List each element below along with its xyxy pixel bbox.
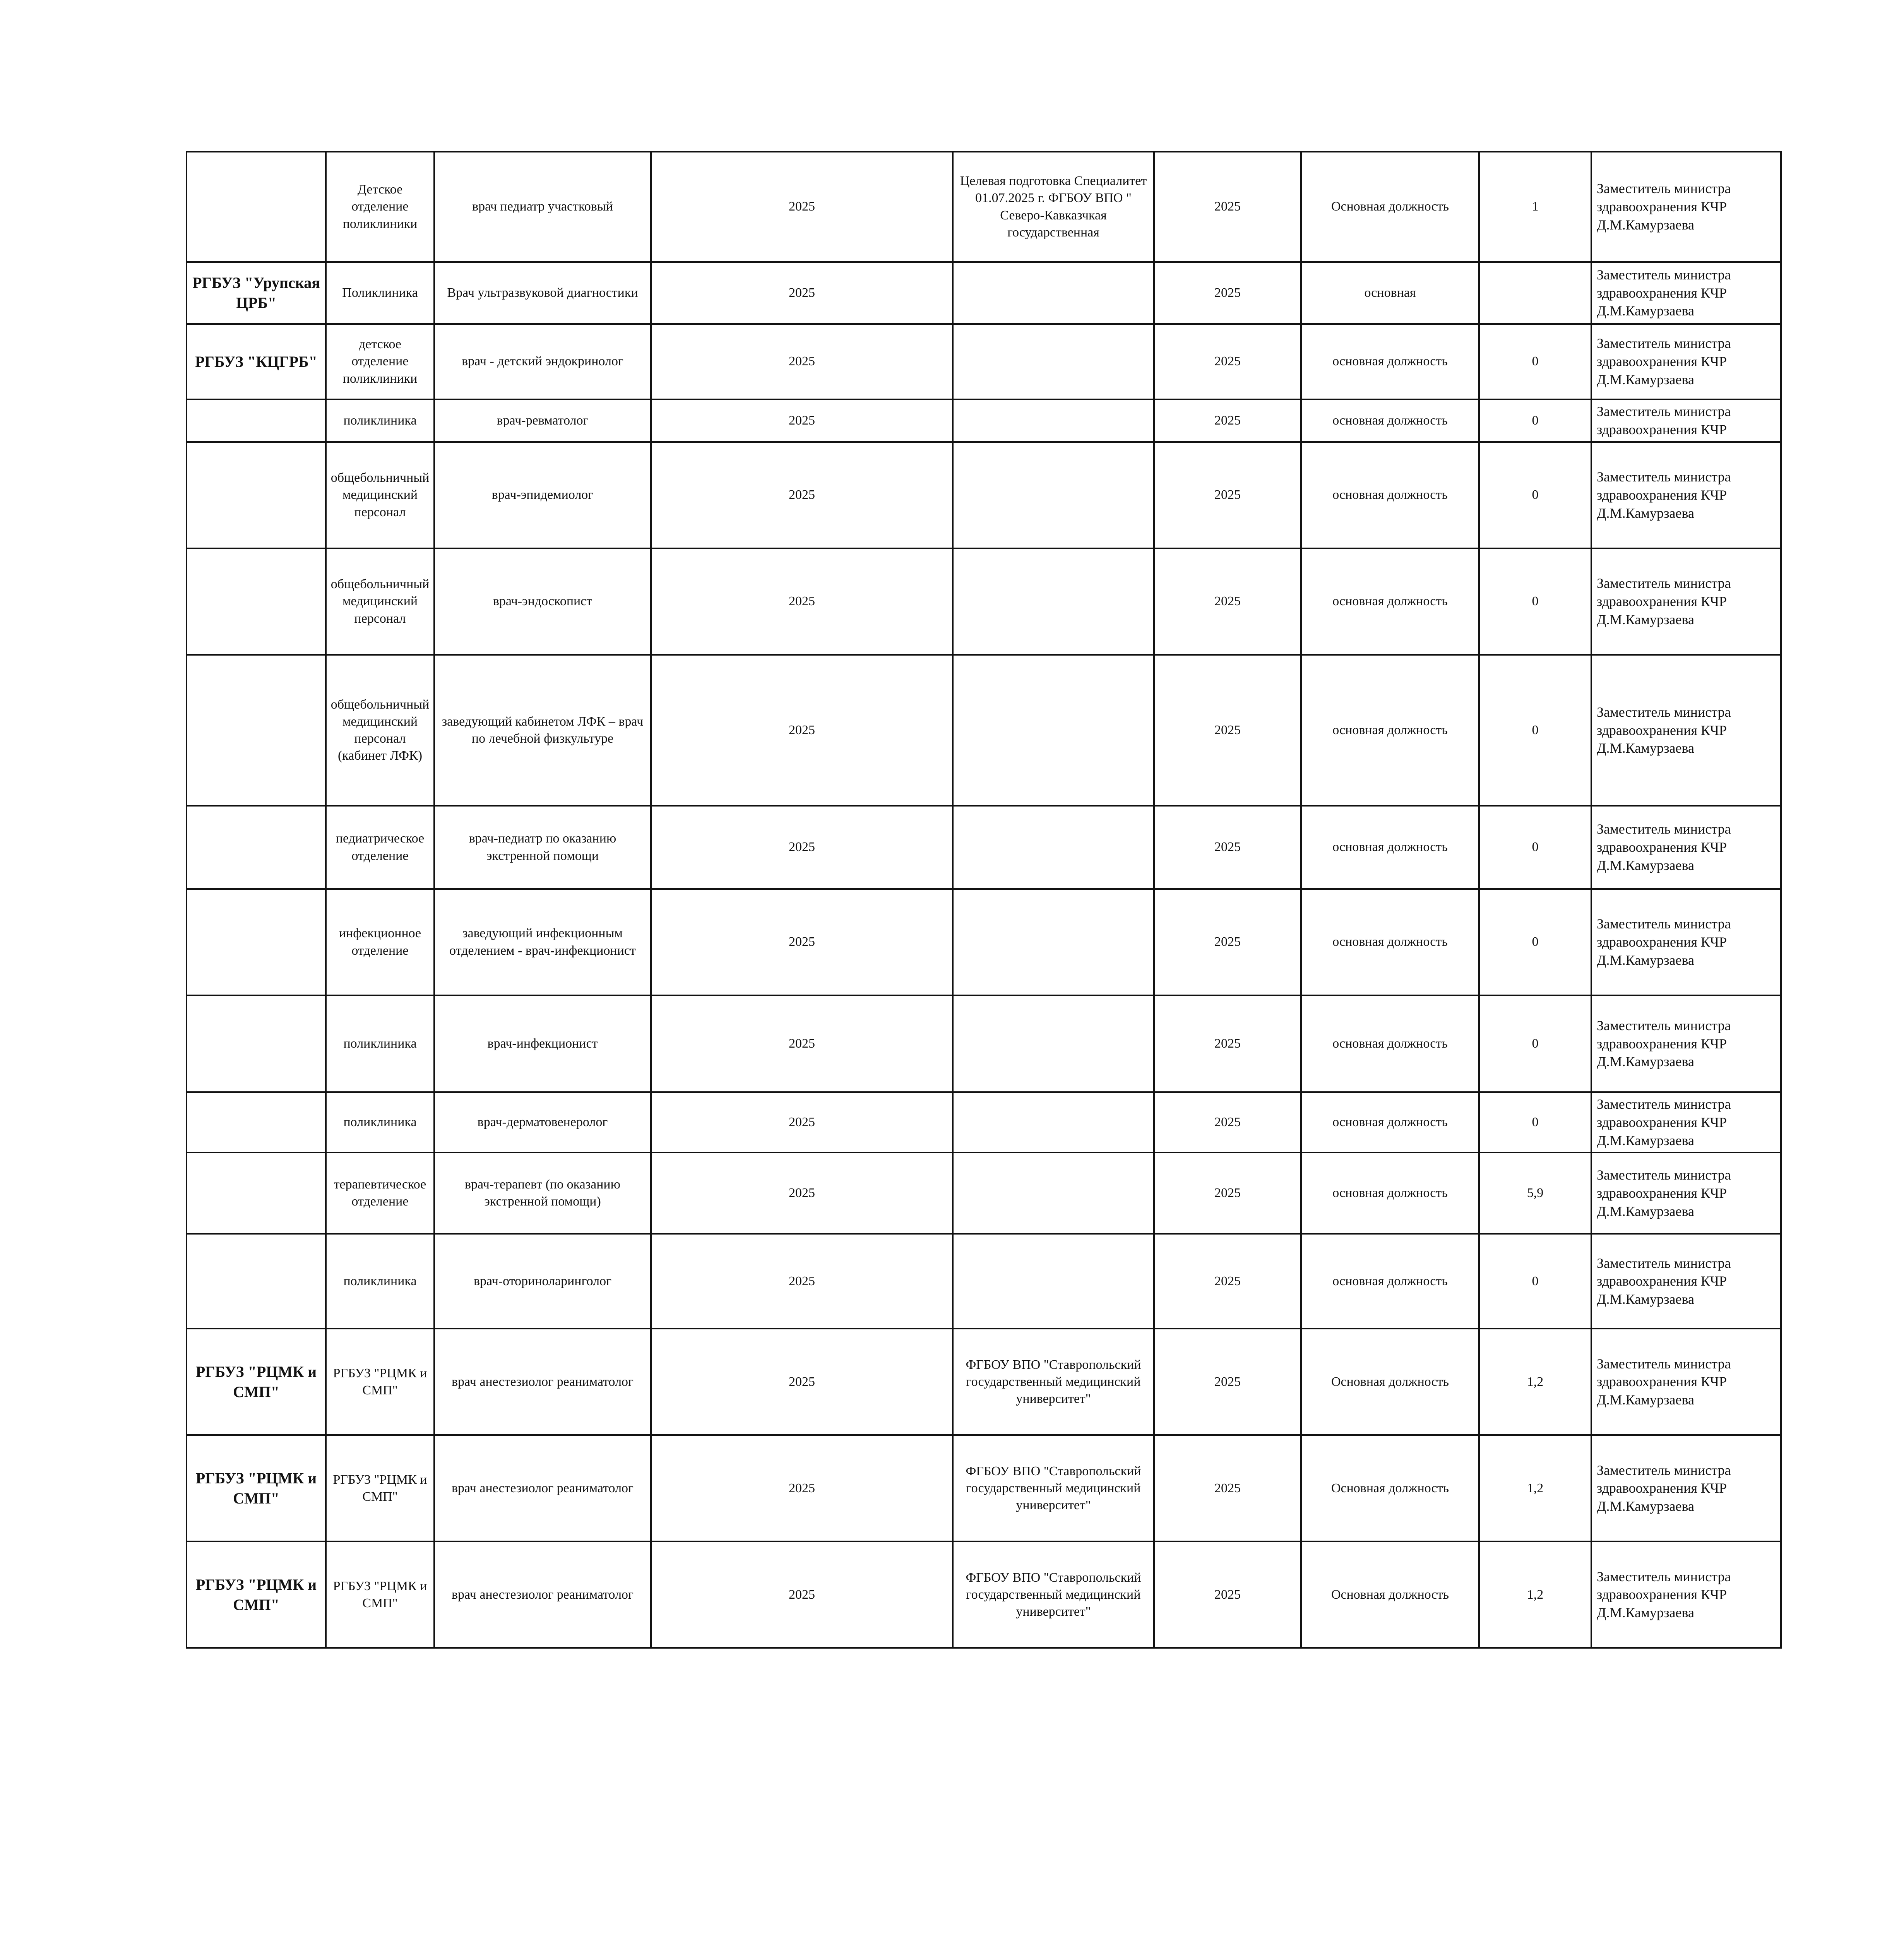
position-type-cell: основная должность — [1301, 1234, 1479, 1329]
org-cell: РГБУЗ "РЦМК и СМП" — [187, 1329, 326, 1435]
position-type-cell: основная должность — [1301, 889, 1479, 995]
approver-line: здравоохранения КЧР — [1597, 1587, 1727, 1603]
position-cell: Врач ультразвуковой диагностики — [434, 262, 651, 324]
start-year-cell: 2025 — [1154, 1541, 1301, 1648]
approver-line: здравоохранения КЧР — [1597, 1480, 1727, 1496]
approver-line: здравоохранения КЧР — [1597, 1114, 1727, 1130]
start-year-cell: 2025 — [1154, 655, 1301, 806]
start-year-cell: 2025 — [1154, 152, 1301, 262]
approver-line: здравоохранения КЧР — [1597, 422, 1727, 437]
approver-line: Заместитель министра — [1597, 1096, 1731, 1112]
start-year-cell: 2025 — [1154, 806, 1301, 889]
approver-cell — [1591, 995, 1781, 1092]
year-cell: 2025 — [651, 806, 953, 889]
position-cell: заведующий инфекционным отделением - врач-инфекционист — [434, 889, 651, 995]
position-type-cell: Основная должность — [1301, 152, 1479, 262]
rate-cell: 0 — [1479, 442, 1591, 548]
org-cell — [187, 995, 326, 1092]
training-cell — [953, 1152, 1154, 1234]
table-row — [187, 1152, 1781, 1234]
approver-cell — [1591, 1435, 1781, 1541]
org-cell — [187, 655, 326, 806]
table-row — [187, 324, 1781, 399]
table-row — [187, 806, 1781, 889]
position-cell: врач-инфекционист — [434, 995, 651, 1092]
approver-cell — [1591, 1092, 1781, 1152]
department-cell: поликлиника — [326, 995, 434, 1092]
position-type-cell: основная должность — [1301, 655, 1479, 806]
approver-line: Заместитель министра — [1597, 181, 1731, 197]
year-cell: 2025 — [651, 399, 953, 442]
year-cell: 2025 — [651, 1435, 953, 1541]
org-cell — [187, 806, 326, 889]
start-year-cell: 2025 — [1154, 324, 1301, 399]
start-year-cell: 2025 — [1154, 1329, 1301, 1435]
start-year-cell: 2025 — [1154, 262, 1301, 324]
department-cell: поликлиника — [326, 1092, 434, 1152]
department-cell: поликлиника — [326, 399, 434, 442]
rate-cell: 0 — [1479, 889, 1591, 995]
position-type-cell: основная — [1301, 262, 1479, 324]
org-cell — [187, 152, 326, 262]
approver-cell — [1591, 806, 1781, 889]
position-type-cell: основная должность — [1301, 806, 1479, 889]
approver-line: здравоохранения КЧР — [1597, 934, 1727, 950]
department-cell: терапевтическое отделение — [326, 1152, 434, 1234]
year-cell: 2025 — [651, 152, 953, 262]
department-cell: педиатрическое отделение — [326, 806, 434, 889]
year-cell: 2025 — [651, 1152, 953, 1234]
department-cell: общебольничный медицинский персонал (кабинет ЛФК) — [326, 655, 434, 806]
approver-line: Заместитель министра — [1597, 704, 1731, 720]
approver-line: Д.М.Камурзаева — [1597, 303, 1694, 319]
training-cell: ФГБОУ ВПО "Ставропольский государственный медицинский университет" — [953, 1329, 1154, 1435]
position-cell: врач-оториноларинголог — [434, 1234, 651, 1329]
rate-cell: 0 — [1479, 995, 1591, 1092]
rate-cell: 5,9 — [1479, 1152, 1591, 1234]
org-cell — [187, 889, 326, 995]
year-cell: 2025 — [651, 1234, 953, 1329]
position-type-cell: основная должность — [1301, 995, 1479, 1092]
org-cell — [187, 1152, 326, 1234]
approver-line: Д.М.Камурзаева — [1597, 1203, 1694, 1219]
rate-cell: 0 — [1479, 806, 1591, 889]
training-cell — [953, 324, 1154, 399]
position-type-cell: Основная должность — [1301, 1435, 1479, 1541]
approver-cell — [1591, 1152, 1781, 1234]
start-year-cell: 2025 — [1154, 995, 1301, 1092]
approver-line: здравоохранения КЧР — [1597, 1273, 1727, 1289]
department-cell: детское отделение поликлиники — [326, 324, 434, 399]
approver-line: Заместитель министра — [1597, 1356, 1731, 1372]
position-cell: заведующий кабинетом ЛФК – врач по лечебной физкультуре — [434, 655, 651, 806]
table-row — [187, 655, 1781, 806]
position-cell: врач-эндоскопист — [434, 548, 651, 655]
start-year-cell: 2025 — [1154, 889, 1301, 995]
approver-line: Заместитель министра — [1597, 916, 1731, 932]
position-cell: врач - детский эндокринолог — [434, 324, 651, 399]
approver-line: здравоохранения КЧР — [1597, 285, 1727, 301]
approver-cell — [1591, 548, 1781, 655]
department-cell: инфекционное отделение — [326, 889, 434, 995]
rate-cell: 1,2 — [1479, 1541, 1591, 1648]
training-cell: ФГБОУ ВПО "Ставропольский государственный медицинский университет" — [953, 1541, 1154, 1648]
approver-line: здравоохранения КЧР — [1597, 354, 1727, 370]
position-cell: врач-эпидемиолог — [434, 442, 651, 548]
approver-line: Д.М.Камурзаева — [1597, 1132, 1694, 1148]
approver-line: Заместитель министра — [1597, 1462, 1731, 1478]
year-cell: 2025 — [651, 995, 953, 1092]
training-cell — [953, 548, 1154, 655]
approver-line: Заместитель министра — [1597, 1167, 1731, 1183]
start-year-cell: 2025 — [1154, 1435, 1301, 1541]
approver-line: Заместитель министра — [1597, 821, 1731, 837]
vacancy-table — [186, 151, 1782, 1649]
department-cell: Детское отделение поликлиники — [326, 152, 434, 262]
position-cell: врач педиатр участковый — [434, 152, 651, 262]
approver-cell — [1591, 889, 1781, 995]
approver-line: здравоохранения КЧР — [1597, 722, 1727, 738]
approver-line: Заместитель министра — [1597, 267, 1731, 283]
rate-cell — [1479, 262, 1591, 324]
approver-line: Заместитель министра — [1597, 1255, 1731, 1271]
approver-cell — [1591, 1234, 1781, 1329]
rate-cell: 0 — [1479, 655, 1591, 806]
approver-line: здравоохранения КЧР — [1597, 199, 1727, 215]
approver-line: Заместитель министра — [1597, 404, 1731, 420]
approver-cell — [1591, 152, 1781, 262]
year-cell: 2025 — [651, 1541, 953, 1648]
position-cell: врач анестезиолог реаниматолог — [434, 1329, 651, 1435]
department-cell: РГБУЗ "РЦМК и СМП" — [326, 1541, 434, 1648]
table-row — [187, 1541, 1781, 1648]
position-type-cell: Основная должность — [1301, 1541, 1479, 1648]
training-cell — [953, 262, 1154, 324]
position-cell: врач-терапевт (по оказанию экстренной помощи) — [434, 1152, 651, 1234]
training-cell — [953, 1234, 1154, 1329]
table-row — [187, 1329, 1781, 1435]
position-cell: врач анестезиолог реаниматолог — [434, 1435, 651, 1541]
approver-line: Д.М.Камурзаева — [1597, 1054, 1694, 1070]
training-cell — [953, 655, 1154, 806]
approver-cell — [1591, 399, 1781, 442]
table-row — [187, 548, 1781, 655]
approver-line: Д.М.Камурзаева — [1597, 372, 1694, 387]
start-year-cell: 2025 — [1154, 548, 1301, 655]
approver-line: Д.М.Камурзаева — [1597, 1605, 1694, 1621]
year-cell: 2025 — [651, 1092, 953, 1152]
training-cell — [953, 995, 1154, 1092]
org-cell: РГБУЗ "КЦГРБ" — [187, 324, 326, 399]
table-row — [187, 1234, 1781, 1329]
approver-cell — [1591, 655, 1781, 806]
approver-line: Д.М.Камурзаева — [1597, 505, 1694, 521]
table-row — [187, 1092, 1781, 1152]
position-cell: врач-ревматолог — [434, 399, 651, 442]
start-year-cell: 2025 — [1154, 1152, 1301, 1234]
approver-cell — [1591, 1329, 1781, 1435]
table-row — [187, 1435, 1781, 1541]
org-cell — [187, 442, 326, 548]
rate-cell: 1 — [1479, 152, 1591, 262]
org-cell — [187, 1092, 326, 1152]
position-type-cell: основная должность — [1301, 1152, 1479, 1234]
approver-line: Заместитель министра — [1597, 575, 1731, 591]
approver-cell — [1591, 324, 1781, 399]
org-cell: РГБУЗ "РЦМК и СМП" — [187, 1541, 326, 1648]
approver-line: Д.М.Камурзаева — [1597, 857, 1694, 873]
year-cell: 2025 — [651, 442, 953, 548]
table-row — [187, 399, 1781, 442]
approver-line: здравоохранения КЧР — [1597, 487, 1727, 503]
position-type-cell: основная должность — [1301, 399, 1479, 442]
table-row — [187, 262, 1781, 324]
position-type-cell: основная должность — [1301, 548, 1479, 655]
training-cell — [953, 1092, 1154, 1152]
position-cell: врач-дерматовенеролог — [434, 1092, 651, 1152]
rate-cell: 0 — [1479, 548, 1591, 655]
department-cell: Поликлиника — [326, 262, 434, 324]
position-type-cell: основная должность — [1301, 442, 1479, 548]
approver-line: Заместитель министра — [1597, 336, 1731, 351]
rate-cell: 0 — [1479, 324, 1591, 399]
approver-line: Д.М.Камурзаева — [1597, 1392, 1694, 1408]
approver-line: здравоохранения КЧР — [1597, 1185, 1727, 1201]
approver-line: Заместитель министра — [1597, 1017, 1731, 1033]
approver-line: здравоохранения КЧР — [1597, 839, 1727, 855]
year-cell: 2025 — [651, 1329, 953, 1435]
approver-line: Д.М.Камурзаева — [1597, 1291, 1694, 1307]
approver-line: Д.М.Камурзаева — [1597, 611, 1694, 627]
start-year-cell: 2025 — [1154, 1234, 1301, 1329]
approver-line: Заместитель министра — [1597, 469, 1731, 485]
department-cell: общебольничный медицинский персонал — [326, 442, 434, 548]
year-cell: 2025 — [651, 548, 953, 655]
approver-line: Д.М.Камурзаева — [1597, 217, 1694, 233]
approver-line: здравоохранения КЧР — [1597, 594, 1727, 610]
table-row — [187, 889, 1781, 995]
org-cell — [187, 399, 326, 442]
year-cell: 2025 — [651, 324, 953, 399]
department-cell: РГБУЗ "РЦМК и СМП" — [326, 1329, 434, 1435]
approver-line: здравоохранения КЧР — [1597, 1036, 1727, 1051]
approver-cell — [1591, 442, 1781, 548]
training-cell: ФГБОУ ВПО "Ставропольский государственный медицинский университет" — [953, 1435, 1154, 1541]
training-cell — [953, 399, 1154, 442]
org-cell — [187, 1234, 326, 1329]
approver-line: Заместитель министра — [1597, 1569, 1731, 1584]
rate-cell: 0 — [1479, 1092, 1591, 1152]
position-cell: врач-педиатр по оказанию экстренной помощи — [434, 806, 651, 889]
approver-cell — [1591, 262, 1781, 324]
training-cell — [953, 806, 1154, 889]
approver-line: Д.М.Камурзаева — [1597, 1498, 1694, 1514]
start-year-cell: 2025 — [1154, 442, 1301, 548]
position-type-cell: основная должность — [1301, 1092, 1479, 1152]
org-cell — [187, 548, 326, 655]
table-row — [187, 152, 1781, 262]
year-cell: 2025 — [651, 889, 953, 995]
approver-cell — [1591, 1541, 1781, 1648]
rate-cell: 1,2 — [1479, 1329, 1591, 1435]
position-type-cell: основная должность — [1301, 324, 1479, 399]
start-year-cell: 2025 — [1154, 399, 1301, 442]
table-body — [187, 152, 1781, 1648]
approver-line: здравоохранения КЧР — [1597, 1374, 1727, 1390]
org-cell: РГБУЗ "Урупская ЦРБ" — [187, 262, 326, 324]
rate-cell: 0 — [1479, 1234, 1591, 1329]
start-year-cell: 2025 — [1154, 1092, 1301, 1152]
department-cell: поликлиника — [326, 1234, 434, 1329]
position-type-cell: Основная должность — [1301, 1329, 1479, 1435]
approver-line: Д.М.Камурзаева — [1597, 740, 1694, 756]
training-cell — [953, 889, 1154, 995]
org-cell: РГБУЗ "РЦМК и СМП" — [187, 1435, 326, 1541]
training-cell — [953, 442, 1154, 548]
table-row — [187, 442, 1781, 548]
position-cell: врач анестезиолог реаниматолог — [434, 1541, 651, 1648]
department-cell: общебольничный медицинский персонал — [326, 548, 434, 655]
year-cell: 2025 — [651, 655, 953, 806]
training-cell: Целевая подготовка Специалитет 01.07.2025 г. ФГБОУ ВПО " Северо-Кавказчкая государственная — [953, 152, 1154, 262]
table-row — [187, 995, 1781, 1092]
rate-cell: 0 — [1479, 399, 1591, 442]
approver-line: Д.М.Камурзаева — [1597, 952, 1694, 968]
rate-cell: 1,2 — [1479, 1435, 1591, 1541]
year-cell: 2025 — [651, 262, 953, 324]
department-cell: РГБУЗ "РЦМК и СМП" — [326, 1435, 434, 1541]
